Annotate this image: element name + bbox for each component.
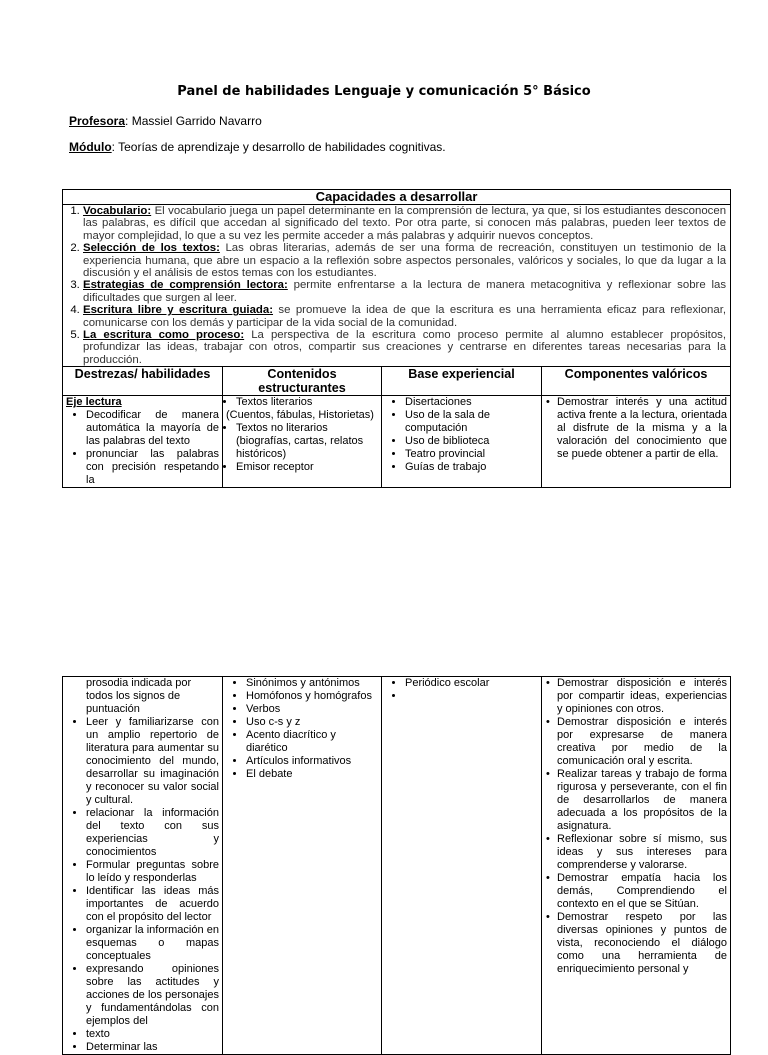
- module-label: Módulo: [69, 140, 112, 154]
- list-item: • Guías de trabajo: [405, 461, 538, 474]
- skills-table-continued: [62, 676, 731, 1055]
- list-item: • Demostrar empatía hacia los demás, Comprendiendo el contexto en el que se Sitúan.: [553, 872, 727, 911]
- experience-list: [385, 677, 538, 703]
- contents-list: [226, 677, 378, 781]
- skills-list: [66, 716, 219, 1054]
- capacity-item: 4. Escritura libre y escritura guiada: se promueve la idea de que la escritura es una herramienta eficaz para reflexionar, comunicarse con los demás y participar de la vida social de la comunidad.: [83, 304, 726, 329]
- list-item: • expresando opiniones sobre las actitudes y acciones de los personajes y fundamentándolas con ejemplos del: [86, 963, 219, 1028]
- capacity-item: 1. Vocabulario: El vocabulario juega un papel determinante en la comprensión de lectura, ya que, si los estudiantes desconocen las palabras, es difícil que accedan al significado del texto. Por otra parte, si conocen más palabras, pueden leer textos de mayor complejidad, lo que a su vez les permite acceder a más palabras y adquirir nuevos conceptos.: [83, 205, 726, 242]
- list-item: • Uso de biblioteca: [405, 435, 538, 448]
- list-item: • Uso de la sala de computación: [405, 409, 538, 435]
- column-header-values: Componentes valóricos: [542, 367, 731, 396]
- list-item: • Demostrar disposición e interés por expresarse de manera creativa por medio de la comunicación oral y escrita.: [553, 716, 727, 768]
- page-title: Panel de habilidades Lenguaje y comunicación 5° Básico: [177, 84, 591, 99]
- list-item: • Uso c-s y z: [246, 716, 378, 729]
- skills-cell: [63, 396, 223, 488]
- experience-cell: [382, 677, 542, 1055]
- list-item: • Emisor receptor: [236, 461, 378, 474]
- list-item: • El debate: [246, 768, 378, 781]
- list-item: • Verbos: [246, 703, 378, 716]
- list-item: • texto: [86, 1028, 219, 1041]
- list-item: • Demostrar disposición e interés por compartir ideas, experiencias y opiniones con otros.: [553, 677, 727, 716]
- teacher-label: Profesora: [69, 114, 126, 128]
- skills-cell: [63, 677, 223, 1055]
- list-item: • Artículos informativos: [246, 755, 378, 768]
- list-item: • pronunciar las palabras con precisión respetando la: [86, 448, 219, 487]
- list-item: • Acento diacrítico y diarético: [246, 729, 378, 755]
- values-cell: [542, 677, 731, 1055]
- skills-continued-text: prosodia indicada por todos los signos de puntuación: [86, 677, 192, 715]
- contents-list: [226, 422, 378, 474]
- column-header-contents: Contenidos estructurantes: [223, 367, 382, 396]
- list-item: • Demostrar respeto por las diversas opiniones y puntos de vista, reconociendo el diálogo como una herramienta de enriquecimiento personal y: [553, 911, 727, 976]
- values-list: [545, 677, 727, 976]
- axis-label: Eje lectura: [66, 396, 122, 409]
- capacities-cell: [63, 205, 731, 367]
- list-item: • Realizar tareas y trabajo de forma rigurosa y perseverante, con el fin de desarrollarlos de manera adecuada a los propósitos de la asignatura.: [553, 768, 727, 833]
- list-item: • Identificar las ideas más importantes de acuerdo con el propósito del lector: [86, 885, 219, 924]
- list-item: • Homófonos y homógrafos: [246, 690, 378, 703]
- module-name: Teorías de aprendizaje y desarrollo de habilidades cognitivas.: [118, 140, 446, 154]
- experience-cell: [382, 396, 542, 488]
- values-cell: [542, 396, 731, 488]
- capacity-item: 3. Estrategias de comprensión lectora: permite enfrentarse a la lectura de manera metacognitiva y reflexionar sobre las dificultades que surgen al leer.: [83, 279, 726, 304]
- list-item: [405, 690, 538, 703]
- module-line: Módulo: Teorías de aprendizaje y desarrollo de habilidades cognitivas.: [69, 140, 446, 154]
- skills-list: [66, 409, 219, 487]
- column-header-experience: Base experiencial: [382, 367, 542, 396]
- capacities-list: [65, 205, 728, 366]
- list-item: • Textos no literarios (biografías, cartas, relatos históricos): [236, 422, 378, 461]
- list-item: • Textos literarios: [236, 396, 378, 409]
- skills-table: [62, 189, 731, 488]
- values-list: [545, 396, 727, 461]
- list-item: • Reflexionar sobre sí mismo, sus ideas y sus intereses para comprenderse y valorarse.: [553, 833, 727, 872]
- teacher-name: Massiel Garrido Navarro: [131, 114, 262, 128]
- list-item: • Periódico escolar: [405, 677, 538, 690]
- teacher-line: Profesora: Massiel Garrido Navarro: [69, 114, 262, 128]
- list-item: • Decodificar de manera automática la mayoría de las palabras del texto: [86, 409, 219, 448]
- list-item: • Disertaciones: [405, 396, 538, 409]
- column-header-skills: Destrezas/ habilidades: [63, 367, 223, 396]
- experience-list: [385, 396, 538, 474]
- list-item: • Teatro provincial: [405, 448, 538, 461]
- capacity-item: 2. Selección de los textos: Las obras literarias, además de ser una forma de recreación, constituyen un testimonio de la experiencia humana, que abre un espacio a la reflexión sobre aspectos personales, valóricos y sociales, lo que da lugar a la discusión y el análisis de estos temas con los estudiantes.: [83, 242, 726, 279]
- contents-cell: [223, 396, 382, 488]
- list-item: • organizar la información en esquemas o mapas conceptuales: [86, 924, 219, 963]
- contents-list-top: [226, 396, 378, 409]
- contents-text: (Cuentos, fábulas, Historietas): [226, 409, 374, 422]
- capacities-heading: Capacidades a desarrollar: [63, 190, 731, 205]
- list-item: • Formular preguntas sobre lo leído y responderlas: [86, 859, 219, 885]
- contents-cell: [223, 677, 382, 1055]
- list-item: • relacionar la información del texto con sus experiencias y conocimientos: [86, 807, 219, 859]
- capacity-item: 5. La escritura como proceso: La perspectiva de la escritura como proceso permite al alumno establecer propósitos, profundizar las ideas, trabajar con otros, compartir sus creaciones y centrarse en diferentes tareas necesarias para la producción.: [83, 329, 726, 366]
- list-item: • Demostrar interés y una actitud activa frente a la lectura, orientada al disfrute de la misma y a la valoración del conocimiento que se puede obtener a partir de ella.: [553, 396, 727, 461]
- list-item: • Leer y familiarizarse con un amplio repertorio de literatura para aumentar su conocimiento del mundo, desarrollar su imaginación y reconocer su valor social y cultural.: [86, 716, 219, 807]
- list-item: • Sinónimos y antónimos: [246, 677, 378, 690]
- list-item: • Determinar las: [86, 1041, 219, 1054]
